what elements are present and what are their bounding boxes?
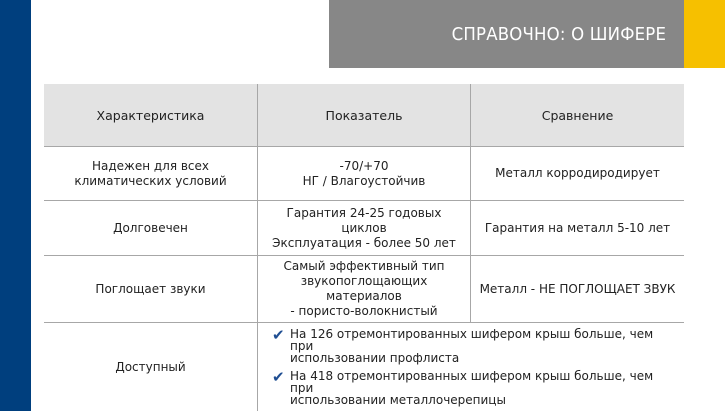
table-row: [44, 323, 684, 411]
cell-line: Металл корродиродирует: [495, 166, 660, 180]
column-header-feature: Характеристика: [44, 84, 258, 146]
value-cell: [258, 147, 471, 200]
comparison-cell: [471, 256, 684, 322]
list-item: [272, 328, 676, 364]
cell-line: - пористо-волокнистый: [290, 304, 438, 318]
cell-line: Гарантия на металл 5-10 лет: [484, 220, 671, 235]
bullet-line: На 418 отремонтированных шифером крыш больше, чем при: [290, 369, 654, 395]
cell-line: Надежен для всех: [91, 158, 210, 173]
bullet-line: На 126 отремонтированных шифером крыш больше, чем при: [290, 327, 654, 353]
cell-line: Долговечен: [113, 220, 188, 235]
merged-value-cell: [258, 323, 684, 411]
table-header-row: [44, 84, 684, 147]
cell-line: -70/+70: [339, 158, 389, 173]
cell-line: Самый эффективный тип: [283, 259, 445, 273]
column-header-value: Показатель: [258, 84, 471, 146]
cell-line: Эксплуатация - более 50 лет: [272, 235, 456, 250]
check-icon: ✔: [272, 368, 285, 386]
comparison-cell: [471, 147, 684, 200]
title-accent-block: [684, 0, 725, 68]
feature-cell: [44, 323, 258, 411]
cell-line: Гарантия 24-25 годовых циклов: [286, 205, 442, 235]
table-row: [44, 256, 684, 323]
value-cell: [258, 256, 471, 322]
cell-line: звукопоглощающих материалов: [300, 274, 428, 303]
feature-cell: [44, 201, 258, 255]
value-cell: [258, 201, 471, 255]
page-title: СПРАВОЧНО: О ШИФЕРЕ: [451, 23, 666, 45]
cell-line: Доступный: [115, 359, 186, 374]
column-header-comparison: Сравнение: [541, 107, 614, 123]
table-row: [44, 147, 684, 201]
cell-line: НГ / Влагоустойчив: [302, 173, 426, 188]
bullet-line: использовании металлочерепицы: [290, 393, 506, 407]
cell-line: климатических условий: [74, 173, 227, 188]
feature-cell: [44, 256, 258, 322]
check-icon: ✔: [272, 326, 285, 344]
bullet-line: использовании профлиста: [290, 351, 460, 365]
comparison-table: [44, 84, 684, 411]
feature-cell: [44, 147, 258, 200]
title-banner: [329, 0, 684, 68]
cell-line: Поглощает звуки: [95, 281, 206, 296]
cell-line: Металл - НЕ ПОГЛОЩАЕТ ЗВУК: [479, 281, 676, 296]
comparison-cell: [471, 201, 684, 255]
table-row: [44, 201, 684, 256]
list-item: [272, 370, 676, 406]
left-accent-bar: [0, 0, 31, 411]
